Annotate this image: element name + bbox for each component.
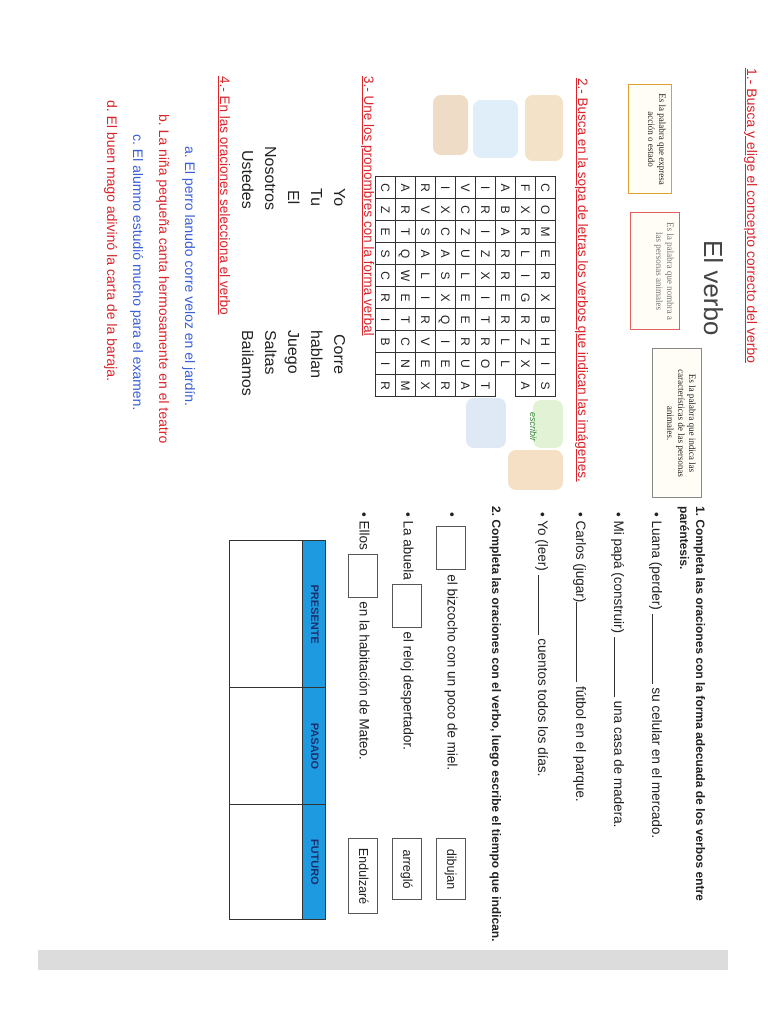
word-search-cell[interactable]: R (376, 287, 396, 309)
word-search-row (536, 177, 556, 397)
q2-answer-3[interactable]: Endulzaré (348, 838, 378, 914)
word-search-row (456, 177, 476, 397)
word-search-cell[interactable]: S (376, 243, 396, 265)
word-search-cell[interactable]: O (536, 199, 556, 221)
word-search-cell[interactable]: X (416, 375, 436, 397)
sentence-b[interactable]: b. La niña pequeña canta hermosamente en el teatro (156, 114, 172, 444)
word-search-cell[interactable]: B (536, 309, 556, 331)
word-search-cell[interactable]: R (476, 199, 496, 221)
word-search-cell[interactable]: R (416, 309, 436, 331)
section2-instruction: 2.- Busca en la sopa de letras los verbos que indican las imágenes. (575, 78, 590, 482)
q2-answer-1[interactable]: dibujan (436, 838, 466, 900)
q1-item-1-post: su celular en el mercado. (649, 687, 664, 839)
header-pasado: PASADO (303, 688, 326, 804)
word-search-cell[interactable]: Z (516, 331, 536, 353)
word-search-cell[interactable]: T (476, 309, 496, 331)
q2-item-2-mid: el reloj despertador. (400, 631, 416, 750)
word-search-cell[interactable]: G (516, 287, 536, 309)
word-search-cell[interactable]: O (476, 353, 496, 375)
word-search-cell[interactable]: A (456, 375, 476, 397)
word-search-row (496, 177, 516, 397)
verb-1[interactable]: Corre (330, 334, 347, 375)
q1-item-3-post: fútbol en el parque. (573, 686, 588, 802)
word-search-cell[interactable]: Z (376, 199, 396, 221)
word-search-cell[interactable]: T (476, 375, 496, 397)
definition-option-1[interactable]: Es la palabra que indica las características de las personas animales. (652, 348, 702, 498)
definition-option-2[interactable]: Es la palabra que nombra a las personas animales (630, 212, 680, 330)
word-search-cell[interactable]: X (476, 265, 496, 287)
pronoun-1[interactable]: Yo (330, 188, 347, 207)
word-search-cell[interactable]: S (536, 375, 556, 397)
cell-pasado[interactable] (230, 688, 303, 804)
word-search-cell[interactable]: A (396, 177, 416, 199)
girl-writing-image (508, 450, 563, 490)
word-search-cell[interactable]: Q (436, 309, 456, 331)
verb-2[interactable]: hablan (307, 330, 324, 379)
q2-item-1-mid: el bizcocho con un poco de miel. (444, 574, 460, 771)
word-search-cell[interactable]: L (496, 353, 516, 375)
definition-option-3[interactable]: Es la palabra que expresa acción o estado (628, 84, 672, 194)
word-search-cell[interactable]: R (416, 177, 436, 199)
word-search-cell[interactable]: R (376, 375, 396, 397)
page-edge (38, 950, 728, 970)
word-search-cell[interactable]: A (436, 243, 456, 265)
section3-instruction: 3.- Une los pronombres con la forma verbal (361, 76, 376, 336)
word-search-cell[interactable]: I (476, 177, 496, 199)
word-search-cell[interactable]: W (396, 265, 416, 287)
header-presente: PRESENTE (303, 541, 326, 688)
word-search-cell[interactable]: R (396, 199, 416, 221)
child-reading-image (433, 95, 468, 155)
q2-item-3: • Ellos en la habitación de Mateo. (348, 512, 378, 760)
word-search-cell[interactable]: E (396, 287, 416, 309)
word-search-cell[interactable]: C (536, 177, 556, 199)
word-search-cell[interactable]: Z (476, 243, 496, 265)
word-search-cell[interactable]: C (396, 331, 416, 353)
word-search-cell[interactable]: I (376, 309, 396, 331)
word-search-cell[interactable]: I (376, 353, 396, 375)
pronoun-5[interactable]: Ustedes (238, 150, 255, 209)
word-search-cell[interactable]: E (436, 353, 456, 375)
word-search-cell[interactable]: C (376, 265, 396, 287)
word-search-cell[interactable]: A (416, 243, 436, 265)
pronoun-3[interactable]: El (284, 190, 301, 205)
word-search-row (416, 177, 436, 397)
word-search-cell[interactable]: X (436, 199, 456, 221)
word-search-cell[interactable]: X (536, 287, 556, 309)
second-worksheet (46, 498, 716, 940)
q2-item-1: • el bizcocho con un poco de miel. (436, 512, 466, 770)
word-search-cell[interactable]: U (456, 243, 476, 265)
pronoun-4[interactable]: Nosotros (261, 146, 278, 211)
q2-item-2: • La abuela el reloj despertador. (392, 512, 422, 750)
word-search-cell[interactable]: T (396, 221, 416, 243)
word-search-grid (375, 176, 556, 397)
page-title: El verbo (698, 240, 728, 336)
q1-item-4: • Yo (leer) cuentos todos los días. (535, 512, 550, 777)
word-search-cell[interactable]: E (416, 353, 436, 375)
q2-input-1[interactable] (436, 526, 466, 570)
word-search-cell[interactable]: M (396, 375, 416, 397)
word-search-cell[interactable]: L (496, 331, 516, 353)
word-search-row (436, 177, 456, 397)
q1-item-3: • Carlos (jugar) fútbol en el parque. (573, 512, 588, 802)
verb-4[interactable]: Saltas (261, 330, 278, 375)
word-search-cell[interactable]: L (456, 265, 476, 287)
word-search-row (516, 177, 536, 397)
q1-item-4-pre: Yo (leer) (535, 520, 550, 571)
word-search-cell[interactable]: F (516, 177, 536, 199)
q1-item-1: • Luana (perder) su celular en el mercado. (649, 512, 664, 839)
boy-sweeping-image (473, 100, 518, 158)
section1-instruction: 1.- Busca y elige el concepto correcto del verbo (744, 68, 760, 363)
q1-blank-3[interactable] (576, 602, 577, 682)
q2-item-2-pre: La abuela (400, 520, 416, 580)
word-search-cell[interactable]: A (496, 221, 516, 243)
word-search-cell[interactable]: M (536, 221, 556, 243)
word-search-cell[interactable]: U (456, 353, 476, 375)
word-search-cell[interactable]: E (496, 287, 516, 309)
q1-item-3-pre: Carlos (jugar) (573, 520, 588, 603)
word-search-cell[interactable]: B (376, 331, 396, 353)
word-search-cell[interactable]: C (376, 177, 396, 199)
word-search-cell[interactable]: A (516, 375, 536, 397)
word-search-cell[interactable]: R (516, 309, 536, 331)
word-search-cell[interactable]: X (516, 353, 536, 375)
q2-input-2[interactable] (392, 584, 422, 628)
sentence-c[interactable]: c. El alumno estudió mucho para el examen. (130, 134, 146, 411)
word-search-row (476, 177, 496, 397)
word-search-cell[interactable]: X (436, 287, 456, 309)
word-search-cell[interactable]: I (476, 221, 496, 243)
verb-3[interactable]: Juego (284, 330, 301, 374)
q1-item-1-pre: Luana (perder) (649, 520, 664, 610)
q1-item-4-post: cuentos todos los días. (535, 638, 550, 777)
q1-blank-4[interactable] (538, 575, 539, 635)
sentence-a[interactable]: a. El perro lanudo corre veloz en el jardín. (182, 146, 198, 406)
q1-item-2-post: una casa de madera. (611, 700, 626, 828)
pronoun-2[interactable]: Tu (307, 188, 324, 207)
word-search-cell[interactable]: R (456, 331, 476, 353)
word-search-cell[interactable]: A (496, 177, 516, 199)
word-search-cell[interactable]: V (416, 199, 436, 221)
word-search-cell[interactable]: L (516, 243, 536, 265)
sentence-d[interactable]: d. El buen mago adivinó la carta de la baraja. (104, 100, 120, 381)
word-search-cell[interactable]: S (436, 265, 456, 287)
q1-title: 1. Completa las oraciones con la forma adecuada de los verbos entre paréntesis. (677, 506, 707, 901)
section4-instruction: 4.- En las oraciones selecciona el verbo (217, 76, 232, 315)
word-search-cell[interactable]: V (456, 177, 476, 199)
q1-item-2: • Mi papá (construir) una casa de madera. (611, 512, 626, 828)
word-search-cell[interactable]: B (496, 199, 516, 221)
q2-item-3-mid: en la habitación de Mateo. (356, 601, 372, 760)
q2-title: 2. Completa las oraciones con el verbo, luego escribe el tiempo que indican. (489, 506, 503, 942)
word-search-cell[interactable]: X (516, 199, 536, 221)
cell-presente[interactable] (230, 541, 303, 688)
word-search-row (376, 177, 396, 397)
word-search-cell[interactable]: I (476, 287, 496, 309)
word-search-cell[interactable]: I (416, 287, 436, 309)
word-search-cell[interactable]: H (536, 331, 556, 353)
word-search-cell[interactable]: R (496, 265, 516, 287)
word-search-cell[interactable]: E (456, 309, 476, 331)
word-search-cell[interactable]: I (436, 177, 456, 199)
word-search-cell[interactable]: R (516, 221, 536, 243)
word-search-cell[interactable]: I (436, 331, 456, 353)
q1-item-2-pre: Mi papá (construir) (611, 520, 626, 634)
word-search-cell[interactable]: N (396, 353, 416, 375)
verb-5[interactable]: Bailamos (238, 330, 255, 396)
cell-futuro[interactable] (230, 804, 303, 919)
child-eating-image (525, 95, 563, 161)
q1-blank-2[interactable] (614, 637, 615, 697)
word-search-cell[interactable]: L (416, 265, 436, 287)
word-search-cell[interactable]: S (416, 221, 436, 243)
tense-table (229, 540, 326, 920)
word-search-cell[interactable]: C (456, 199, 476, 221)
word-search-cell[interactable]: Q (396, 243, 416, 265)
word-search-cell[interactable]: R (436, 375, 456, 397)
word-search-cell[interactable]: V (416, 331, 436, 353)
word-search-cell[interactable]: E (456, 287, 476, 309)
word-search-cell[interactable]: R (536, 265, 556, 287)
word-search-cell[interactable]: Z (456, 221, 476, 243)
picture-caption: escribir (528, 412, 538, 442)
word-search-cell[interactable]: T (396, 309, 416, 331)
word-search-cell[interactable]: R (496, 243, 516, 265)
q2-input-3[interactable] (348, 554, 378, 598)
header-futuro: FUTURO (303, 804, 326, 919)
word-search-cell[interactable]: E (536, 243, 556, 265)
word-search-cell[interactable]: I (536, 353, 556, 375)
q2-item-3-pre: Ellos (356, 520, 372, 550)
word-search-cell[interactable]: R (496, 309, 516, 331)
box-image (466, 398, 506, 448)
word-search-cell[interactable]: E (376, 221, 396, 243)
q2-answer-2[interactable]: arregló (392, 838, 422, 900)
q1-blank-1[interactable] (652, 614, 653, 684)
word-search-cell[interactable]: R (476, 331, 496, 353)
word-search-cell[interactable]: C (436, 221, 456, 243)
word-search-cell[interactable]: I (516, 265, 536, 287)
word-search-row (396, 177, 416, 397)
